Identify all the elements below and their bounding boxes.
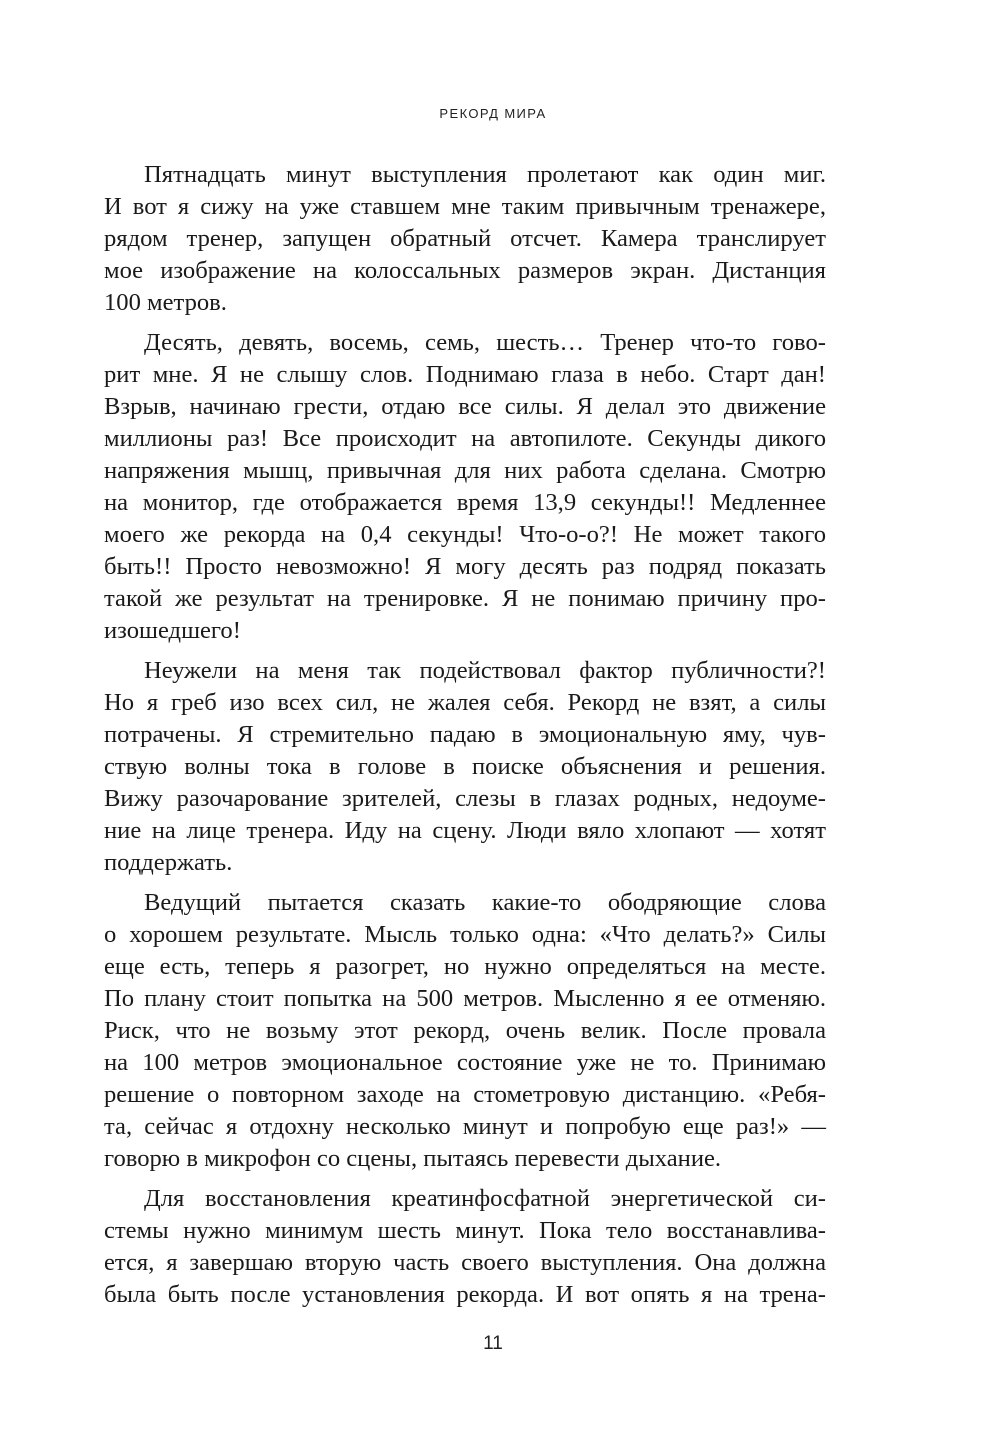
paragraph — [104, 655, 826, 879]
text-line: Десять, девять, восемь, семь, шесть… Тренер что-то гово- — [144, 329, 826, 356]
text-line: ние на лице тренера. Иду на сцену. Люди вяло хлопают — хотят — [104, 817, 826, 844]
paragraph — [104, 1183, 826, 1311]
page-number: 11 — [483, 1333, 503, 1354]
text-line: быть!! Просто невозможно! Я могу десять раз подряд показать — [104, 553, 826, 580]
paragraph — [104, 887, 826, 1175]
paragraph — [104, 159, 826, 319]
text-line: решение о повторном заходе на стометровую дистанцию. «Ребя- — [104, 1081, 826, 1108]
text-line: говорю в микрофон со сцены, пытаясь перевести дыхание. — [104, 1145, 722, 1172]
text-line: о хорошем результате. Мысль только одна: «Что делать?» Силы — [104, 921, 826, 948]
text-line: изошедшего! — [104, 617, 241, 644]
text-line: рядом тренер, запущен обратный отсчет. Камера транслирует — [104, 225, 826, 252]
text-line: Для восстановления креатинфосфатной энергетической си- — [144, 1185, 826, 1212]
text-line: ствую волны тока в голове в поиске объяснения и решения. — [104, 753, 826, 780]
text-line: Ведущий пытается сказать какие-то ободряющие слова — [144, 889, 826, 916]
text-line: Неужели на меня так подействовал фактор публичности?! — [144, 657, 826, 684]
text-line: поддержать. — [104, 849, 233, 876]
text-line: еще есть, теперь я разогрет, но нужно определяться на месте. — [104, 953, 826, 980]
text-line: Но я греб изо всех сил, не жалея себя. Рекорд не взят, а силы — [104, 689, 826, 716]
text-line: стемы нужно минимум шесть минут. Пока тело восстанавлива- — [104, 1217, 826, 1244]
text-line: Пятнадцать минут выступления пролетают как один миг. — [144, 161, 826, 188]
text-line: И вот я сижу на уже ставшем мне таким привычным тренажере, — [104, 193, 826, 220]
text-line: такой же результат на тренировке. Я не понимаю причину про- — [104, 585, 826, 612]
text-line: моего же рекорда на 0,4 секунды! Что-о-о?! Не может такого — [104, 521, 826, 548]
text-line: была быть после установления рекорда. И вот опять я на трена- — [104, 1281, 826, 1308]
text-line: та, сейчас я отдохну несколько минут и попробую еще раз!» — — [104, 1113, 826, 1140]
text-line: рит мне. Я не слышу слов. Поднимаю глаза в небо. Старт дан! — [104, 361, 826, 388]
body-text — [104, 159, 826, 1319]
paragraph — [104, 327, 826, 647]
text-line: потрачены. Я стремительно падаю в эмоциональную яму, чув- — [104, 721, 826, 748]
text-line: Взрыв, начинаю грести, отдаю все силы. Я делал это движение — [104, 393, 826, 420]
text-line: Вижу разочарование зрителей, слезы в глазах родных, недоуме- — [104, 785, 826, 812]
text-line: мое изображение на колоссальных размеров экран. Дистанция — [104, 257, 826, 284]
text-line: напряжения мышц, привычная для них работа сделана. Смотрю — [104, 457, 826, 484]
running-head: РЕКОРД МИРА — [439, 106, 547, 121]
text-line: ется, я завершаю вторую часть своего выступления. Она должна — [104, 1249, 826, 1276]
text-line: 100 метров. — [104, 289, 227, 316]
text-line: на монитор, где отображается время 13,9 секунды!! Медленнее — [104, 489, 826, 516]
text-line: Риск, что не возьму этот рекорд, очень велик. После провала — [104, 1017, 826, 1044]
text-line: на 100 метров эмоциональное состояние уже не то. Принимаю — [104, 1049, 826, 1076]
text-line: миллионы раз! Все происходит на автопилоте. Секунды дикого — [104, 425, 826, 452]
text-line: По плану стоит попытка на 500 метров. Мысленно я ее отменяю. — [104, 985, 826, 1012]
